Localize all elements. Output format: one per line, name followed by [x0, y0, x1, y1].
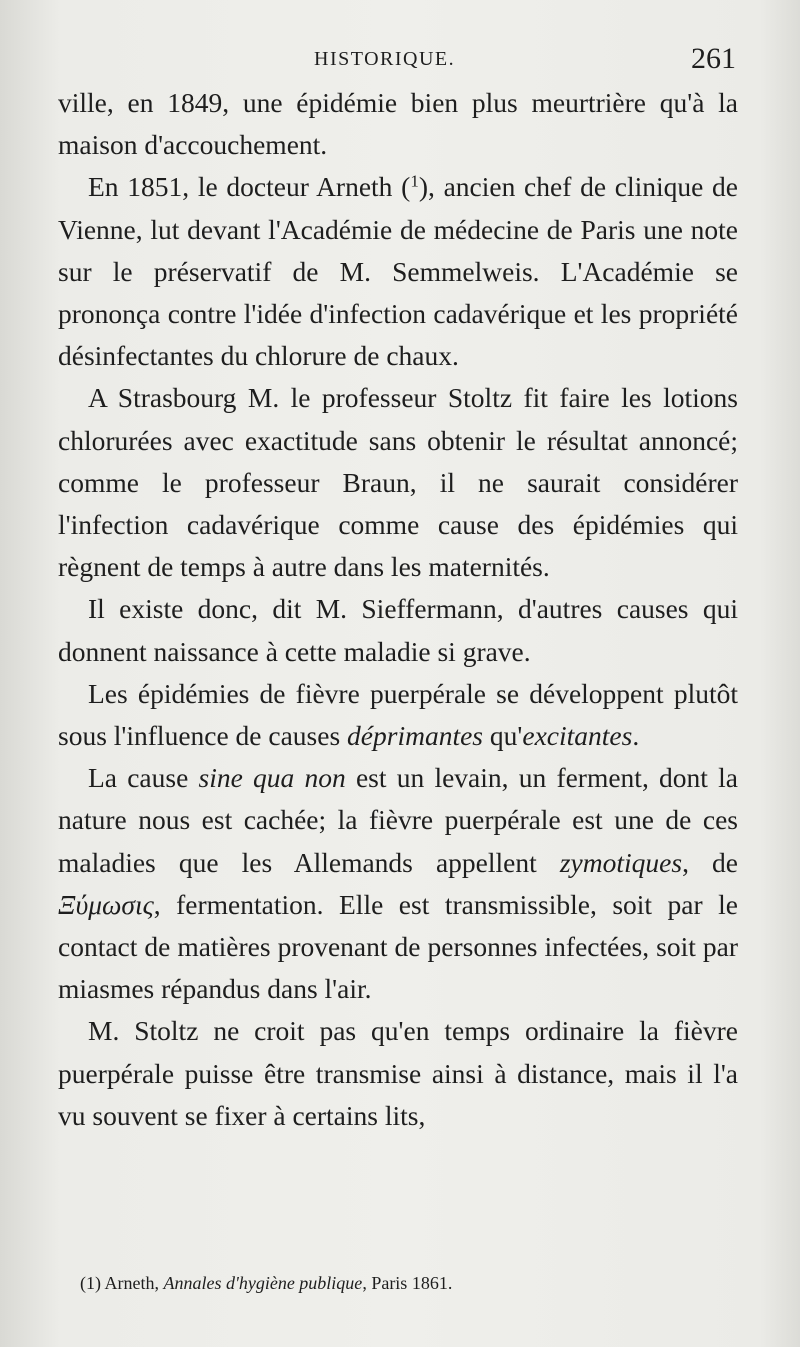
paragraph-1: ville, en 1849, une épidémie bien plus meurtrière qu'à la maison d'accouchement. [58, 87, 738, 161]
paragraph-3: A Strasbourg M. le professeur Stoltz fit faire les lotions chlorurées avec exactitude sans obtenir le résultat annoncé; comme le professeur Braun, il ne saurait considérer l'infection cadavérique comme cause des épidémies qui règnent de temps à autre dans les maternités. [58, 382, 738, 583]
italic-term: excitantes [522, 720, 633, 752]
greek-term: Ξύμωσις [58, 888, 154, 920]
footnote-marker: 1 [86, 1273, 95, 1293]
paragraph-6: La cause sine qua non est un levain, un ferment, dont la nature nous est cachée; la fièvre puerpérale est une de ces maladies que les Allemands appellent zymotiques, de Ξύμωσις, fermentation. Elle est transmissible, soit par le contact de matières provenant de personnes infectées, soit par miasmes répandus dans l'air. [58, 762, 738, 1005]
running-title: HISTORIQUE. [314, 48, 456, 70]
italic-term: sine qua non [198, 762, 346, 794]
paragraph-4: Il existe donc, dit M. Sieffermann, d'autres causes qui donnent naissance à cette maladie si grave. [58, 593, 738, 667]
footnote-ref: 1 [410, 172, 419, 192]
footnote: (1) Arneth, Annales d'hygiène publique, Paris 1861. [80, 1273, 453, 1293]
paragraph-2: En 1851, le docteur Arneth ($^1$), ancien chef de clinique de Vienne, lut devant l'Académie de médecine de Paris une note sur le préservatif de M. Semmelweis. L'Académie se prononça contre l'idée d'infection cadavérique et les propriété désinfectantes du chlorure de chaux. [58, 171, 739, 372]
body-text [58, 82, 738, 1137]
italic-term: déprimantes [347, 720, 484, 752]
footnote-work-title: Annales d'hygiène publique [163, 1273, 363, 1293]
italic-term: zymotiques [559, 846, 683, 878]
paragraph-7: M. Stoltz ne croit pas qu'en temps ordinaire la fièvre puerpérale puisse être transmise ainsi à distance, mais il l'a vu souvent se fixer à certains lits, [58, 1015, 738, 1131]
running-head [60, 44, 736, 78]
paragraph-5: Les épidémies de fièvre puerpérale se développent plutôt sous l'influence de causes déprimantes qu'excitantes. [58, 677, 738, 752]
page-number: 261 [691, 42, 736, 75]
